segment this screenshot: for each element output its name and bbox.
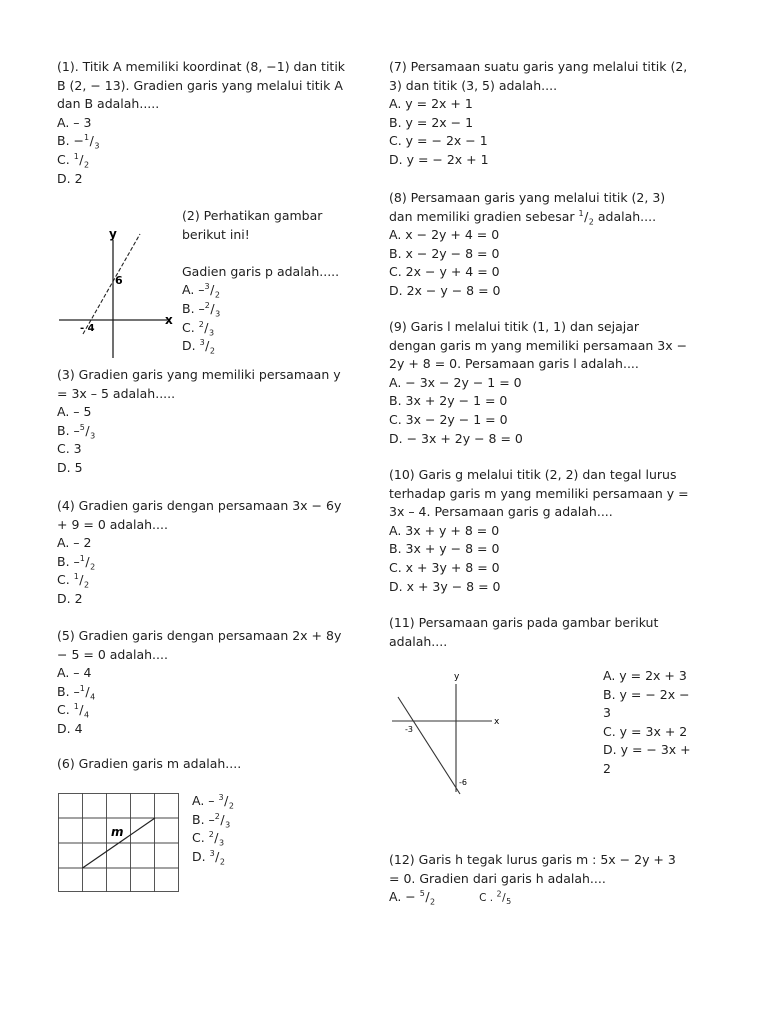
fraction: C. $^1/_4$	[57, 702, 90, 720]
q4-option-b[interactable]	[57, 553, 347, 572]
fraction: B. $-^2/_3$	[182, 300, 221, 319]
q6-option-d[interactable]	[192, 848, 312, 867]
q6-figure	[58, 793, 180, 893]
fraction: C . $^2/_5$	[479, 889, 512, 907]
q6-option-a[interactable]	[192, 792, 312, 811]
q10-option-b[interactable]: B. 3x + y − 8 = 0	[389, 541, 500, 557]
question-11-stem: (11) Persamaan garis pada gambar berikut adalah....	[389, 615, 659, 649]
question-7	[389, 58, 689, 170]
question-12-stem: (12) Garis h tegak lurus garis m : 5x − 2y + 3 = 0. Gradien dari garis h adalah....	[389, 852, 676, 886]
q9-option-d[interactable]: D. − 3x + 2y − 8 = 0	[389, 430, 523, 446]
q1-option-a[interactable]: A. – 3	[57, 114, 92, 130]
q6-line-label: m	[111, 825, 124, 839]
q11-line	[398, 697, 460, 794]
fraction: D. $^3/_2$	[192, 848, 225, 867]
question-9	[389, 318, 689, 448]
q2-y-label: y	[109, 227, 117, 241]
question-4-stem: (4) Gradien garis dengan persamaan 3x − 6y + 9 = 0 adalah....	[57, 498, 342, 532]
q7-option-c[interactable]: C. y = − 2x − 1	[389, 133, 488, 149]
q6-option-c[interactable]	[192, 829, 312, 848]
q12-options-row	[389, 888, 689, 908]
q11-option-d-cont: 2	[603, 760, 611, 776]
question-8	[389, 189, 689, 301]
q8-option-d[interactable]: D. 2x − y − 8 = 0	[389, 282, 501, 298]
question-3-stem: (3) Gradien garis yang memiliki persamaan y = 3x – 5 adalah.....	[57, 367, 341, 401]
fraction: B. $-^1/_2$	[57, 553, 96, 572]
fraction: C. $^1/_2$	[57, 151, 90, 170]
q2-x-intercept-label: - 4	[80, 323, 95, 334]
q2-option-b[interactable]	[182, 300, 352, 319]
q3-option-a[interactable]: A. – 5	[57, 404, 92, 420]
q5-option-d[interactable]: D. 4	[57, 720, 83, 736]
q11-options	[603, 667, 693, 779]
q9-option-a[interactable]: A. − 3x − 2y − 1 = 0	[389, 374, 522, 390]
q5-option-a[interactable]: A. – 4	[57, 665, 92, 681]
question-6	[57, 755, 347, 774]
q1-option-b[interactable]	[57, 132, 347, 151]
fraction: A. − $^5/_2$	[389, 889, 436, 907]
q3-option-d[interactable]: D. 5	[57, 459, 83, 475]
question-3	[57, 366, 347, 478]
q11-y-intercept-label: -6	[459, 778, 467, 787]
question-1	[57, 58, 347, 188]
q11-option-c[interactable]: C. y = 3x + 2	[603, 723, 688, 739]
q6-grid-graph	[58, 793, 180, 893]
q2-option-a[interactable]	[182, 281, 352, 300]
question-5-stem: (5) Gradien garis dengan persamaan 2x + 8y − 5 = 0 adalah....	[57, 628, 342, 662]
q11-option-a[interactable]: A. y = 2x + 3	[603, 668, 687, 683]
q3-option-b[interactable]	[57, 422, 347, 441]
question-11	[389, 614, 669, 651]
q7-option-d[interactable]: D. y = − 2x + 1	[389, 151, 489, 167]
q7-option-a[interactable]: A. y = 2x + 1	[389, 96, 473, 112]
q8-option-a[interactable]: A. x − 2y + 4 = 0	[389, 227, 500, 243]
question-9-stem: (9) Garis l melalui titik (1, 1) dan sejajar dengan garis m yang memiliki persamaan 3x − 2y + 8 = 0. Persamaan garis l adalah....	[389, 319, 688, 372]
q10-option-d[interactable]: D. x + 3y − 8 = 0	[389, 578, 501, 594]
question-2	[182, 207, 352, 356]
q2-figure	[57, 224, 179, 364]
q10-option-a[interactable]: A. 3x + y + 8 = 0	[389, 522, 500, 538]
question-2-stem: (2) Perhatikan gambar berikut ini!	[182, 208, 323, 242]
q11-option-d[interactable]: D. y = − 3x +	[603, 742, 691, 758]
question-10-stem: (10) Garis g melalui titik (2, 2) dan tegal lurus terhadap garis m yang memiliki persamaan y = 3x – 4. Persamaan garis g adalah....	[389, 467, 689, 520]
q12-option-a[interactable]	[389, 889, 436, 907]
q6-option-b[interactable]	[192, 811, 312, 830]
q2-option-d[interactable]	[182, 337, 352, 356]
q4-option-d[interactable]: D. 2	[57, 590, 83, 606]
q11-figure	[392, 666, 507, 796]
fraction: C. $^2/_3$	[192, 830, 225, 848]
question-1-stem: (1). Titik A memiliki koordinat (8, −1) dan titik B (2, − 13). Gradien garis yang melalui titik A dan B adalah.....	[57, 59, 346, 112]
q8-stem-text: (8) Persamaan garis yang melalui titik (2, 3) dan memiliki gradien sebesar	[389, 190, 666, 224]
fraction: C. $^2/_3$	[182, 319, 215, 338]
q8-option-c[interactable]: C. 2x − y + 4 = 0	[389, 264, 500, 280]
question-10	[389, 466, 689, 596]
q2-y-intercept-label: 6	[115, 274, 123, 287]
q5-option-c[interactable]	[57, 701, 347, 720]
fraction: D. $^3/_2$	[182, 338, 215, 356]
q4-option-a[interactable]: A. – 2	[57, 535, 92, 551]
q7-option-b[interactable]: B. y = 2x − 1	[389, 114, 474, 130]
q11-x-label: x	[494, 717, 500, 727]
q12-option-c[interactable]	[479, 889, 512, 907]
q6-options	[192, 792, 312, 866]
question-4	[57, 497, 347, 609]
question-7-stem: (7) Persamaan suatu garis yang melalui titik (2, 3) dan titik (3, 5) adalah....	[389, 59, 688, 93]
q11-option-b-cont: 3	[603, 705, 611, 721]
q8-option-b[interactable]: B. x − 2y − 8 = 0	[389, 245, 500, 261]
q8-stem-end: adalah....	[593, 208, 657, 224]
fraction: A. – $^3/_2$	[192, 792, 234, 811]
q2-coordinate-graph	[57, 224, 179, 364]
fraction: A. $-^3/_2$	[182, 282, 220, 300]
fraction: B. $-^1/_3$	[57, 133, 100, 151]
q10-option-c[interactable]: C. x + 3y + 8 = 0	[389, 559, 500, 575]
q1-option-c[interactable]	[57, 151, 347, 170]
q11-option-b[interactable]: B. y = − 2x −	[603, 686, 690, 702]
fraction: C. $^1/_2$	[57, 572, 90, 590]
q4-option-c[interactable]	[57, 571, 347, 590]
question-6-stem: (6) Gradien garis m adalah....	[57, 756, 242, 771]
fraction: B. $-^1/_4$	[57, 683, 96, 702]
q5-option-b[interactable]	[57, 683, 347, 702]
q9-option-b[interactable]: B. 3x + 2y − 1 = 0	[389, 393, 508, 409]
q11-y-label: y	[454, 672, 460, 682]
question-5	[57, 627, 347, 739]
question-12	[389, 851, 689, 908]
q9-option-c[interactable]: C. 3x − 2y − 1 = 0	[389, 411, 508, 427]
question-8-stem	[389, 189, 689, 226]
q11-coordinate-graph	[392, 666, 507, 796]
q2-line-p	[83, 234, 140, 334]
fraction: B. $-^5/_3$	[57, 422, 96, 441]
q3-option-c[interactable]: C. 3	[57, 441, 82, 457]
left-column	[57, 58, 347, 188]
q11-x-intercept-label: -3	[405, 725, 413, 734]
q1-option-d[interactable]: D. 2	[57, 170, 83, 186]
q2-option-c[interactable]	[182, 319, 352, 338]
question-2-prompt: Gadien garis p adalah.....	[182, 263, 340, 279]
fraction: $^1/_2$	[578, 208, 594, 227]
fraction: B. $-^2/_3$	[192, 811, 231, 830]
q2-x-label: x	[165, 313, 173, 327]
